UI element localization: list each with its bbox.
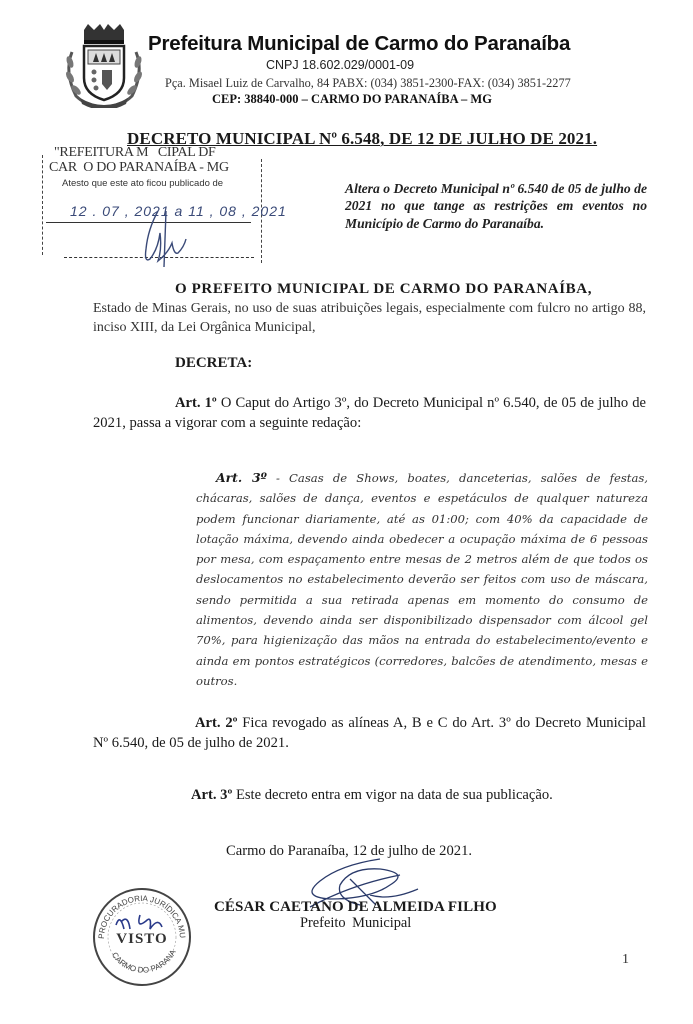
stamp-ring-text: PROCURADORIA JURÍDICA MU — [96, 893, 188, 940]
article-2 — [93, 713, 646, 753]
decree-title: DECRETO MUNICIPAL Nº 6.548, DE 12 DE JULHO DE 2021. — [127, 129, 598, 148]
article-3 — [191, 787, 553, 804]
decree-summary: Altera o Decreto Municipal nº 6.540 de 05 de julho de 2021 no que tange as restrições em eventos no Município de Carmo do Paranaíba. — [345, 181, 647, 231]
article-1-text: O Caput do Artigo 3º, do Decreto Municipal nº 6.540, de 05 de julho de 2021, passa a vigorar com a seguinte redação: — [93, 395, 646, 431]
article-2-text: Fica revogado as alíneas A, B e C do Art. 3º do Decreto Municipal Nº 6.540, de 05 de julho de 2021. — [93, 715, 646, 751]
municipality-title: Prefeitura Municipal de Carmo do Paranaíba — [148, 32, 571, 55]
article-1-label: Art. 1º — [175, 395, 217, 411]
article-2-label: Art. 2º — [195, 715, 238, 731]
article-1 — [93, 393, 646, 433]
visto-label: VISTO — [116, 931, 168, 947]
publication-stamp — [40, 145, 287, 263]
page-number: 1 — [622, 952, 629, 967]
mayor-role: Prefeito Municipal — [300, 915, 412, 931]
stamp-line-1: "REFEITURA M CIPAL DF — [54, 145, 216, 160]
address-line: Pça. Misael Luiz de Carvalho, 84 PABX: (034) 3851-2300-FAX: (034) 3851-2277 — [165, 76, 571, 90]
cnpj-line: CNPJ 18.602.029/0001-09 — [266, 58, 415, 72]
intro-heading: O PREFEITO MUNICIPAL DE CARMO DO PARANAÍBA, — [175, 281, 593, 297]
stamp-ring-bottom-text: CARMO DO PARANA — [110, 948, 178, 975]
stamp-line-2: CAR O DO PARANAÍBA - MG — [49, 160, 229, 175]
quoted-article-3 — [196, 468, 648, 691]
quoted-article-label: Art. 3º — [216, 470, 267, 485]
place-and-date: Carmo do Paranaíba, 12 de julho de 2021. — [226, 843, 473, 859]
quoted-article-text: - Casas de Shows, boates, danceterias, salões de festas, chácaras, salões de dança, eventos e espetáculos de qualquer natureza podem funcionar diariamente, até as 01:00; com 40% da capacidade de lotação máxima, devendo ainda obedecer a ocupação máxima de 6 pessoas por mesa, com espaçamento entre mesas de 2 metros além de que todos os deslocamentos no estabelecimento deverão ser feitos com uso de máscara, sendo permitida a sua retirada apenas em momento do consumo de alimentos, devendo ainda ser disponibilizado dispensador com álcool gel 70%, para higienização das mãos na entrada do estabelecimento/evento e ainda em pontos estratégicos (corredores, balcões de atendimento, mesas e outros. — [196, 471, 648, 688]
legal-review-stamp — [88, 885, 196, 987]
article-3-text: Este decreto entra em vigor na data de sua publicação. — [232, 787, 553, 803]
stamp-border-left — [42, 155, 43, 255]
intro-text: Estado de Minas Gerais, no uso de suas atribuições legais, especialmente com fulcro no artigo 88, inciso XIII, da Lei Orgânica Municipal, — [93, 301, 646, 335]
decreta-heading: DECRETA: — [175, 355, 253, 371]
mayor-name: CÉSAR CAETANO DE ALMEIDA FILHO — [214, 899, 497, 915]
handwritten-signature-icon — [128, 209, 198, 269]
cep-line: CEP: 38840-000 – CARMO DO PARANAÍBA – MG — [212, 92, 492, 106]
stamp-line-3: Atesto que este ato ficou publicado de — [62, 178, 224, 189]
article-3-label: Art. 3º — [191, 787, 233, 803]
stamp-handwritten-dates: 12 . 07 , 2021 a 11 , 08 , 2021 — [70, 203, 287, 219]
